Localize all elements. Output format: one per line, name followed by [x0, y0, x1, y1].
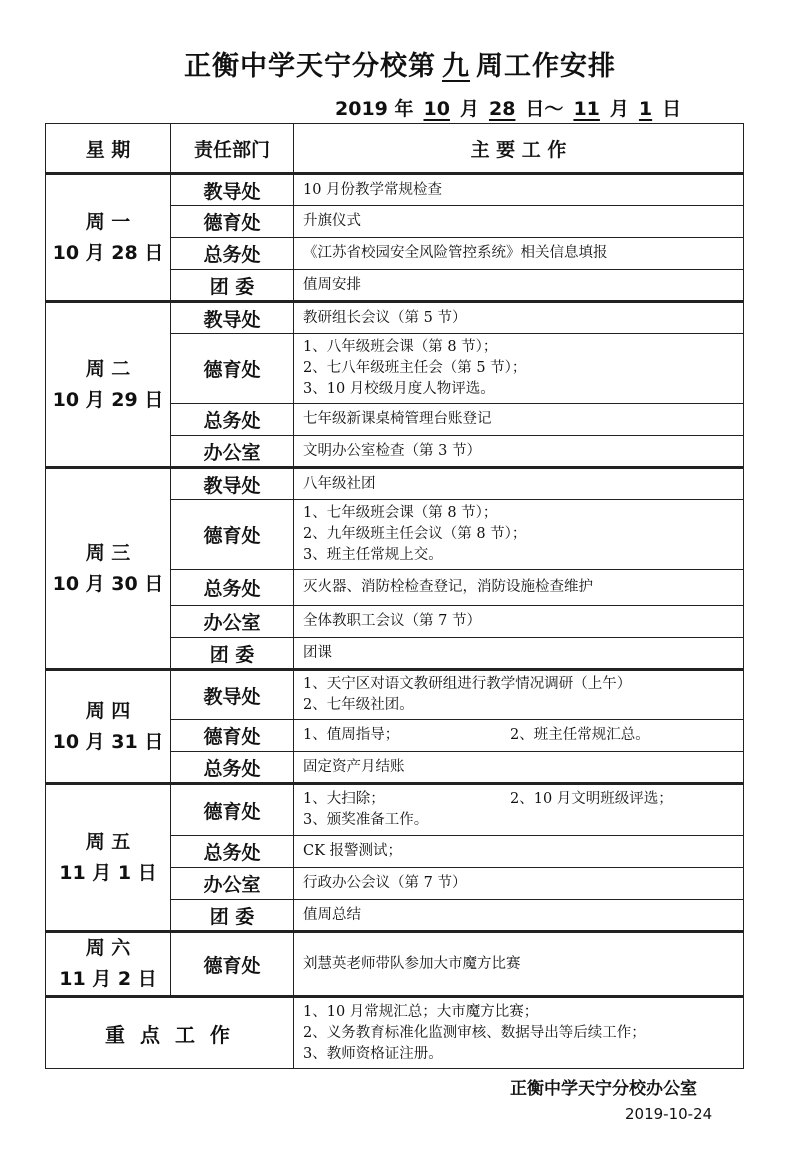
- dept-cell: 办公室: [171, 606, 294, 638]
- work-cell: [294, 500, 744, 570]
- work-line: 3、班主任常规上交。: [303, 547, 443, 563]
- day-cell-wednesday: [46, 468, 171, 670]
- dept-cell: 教导处: [171, 670, 294, 720]
- dept-cell: 总务处: [171, 752, 294, 784]
- title-week-number: 九: [442, 51, 470, 82]
- work-cell: 固定资产月结账: [294, 752, 744, 784]
- work-line: 3、10 月校级月度人物评选。: [303, 381, 495, 397]
- dept-cell: 办公室: [171, 436, 294, 468]
- dept-cell: 总务处: [171, 570, 294, 606]
- work-cell: 八年级社团: [294, 468, 744, 500]
- date-end-month-unit: 月: [609, 98, 629, 120]
- work-cell: [294, 670, 744, 720]
- day-name: 周 一: [85, 210, 131, 233]
- date-end-day: 1: [638, 98, 653, 120]
- date-start-month: 10: [423, 98, 450, 120]
- table-row: [46, 302, 744, 334]
- dept-cell: 德育处: [171, 784, 294, 836]
- date-year: 2019 年: [335, 98, 414, 120]
- header-work: 主 要 工 作: [294, 124, 744, 174]
- work-item: 1、大扫除；: [303, 791, 385, 807]
- page-title: [0, 44, 800, 83]
- schedule-table: [45, 123, 744, 1069]
- date-start-day-unit: 日～: [525, 98, 564, 120]
- work-cell: 10 月份教学常规检查: [294, 174, 744, 206]
- work-cell: [294, 784, 744, 836]
- work-line: 2、七八年级班主任会（第 5 节）；: [303, 360, 527, 376]
- work-cell: [294, 334, 744, 404]
- header-day: 星 期: [46, 124, 171, 174]
- work-cell: 团课: [294, 638, 744, 670]
- table-row: [46, 784, 744, 836]
- work-line: 3、颁奖准备工作。: [303, 812, 429, 828]
- footer-date: 2019-10-24: [625, 1105, 713, 1123]
- work-line: 2、九年级班主任会议（第 8 节）；: [303, 526, 527, 542]
- dept-cell: 团 委: [171, 638, 294, 670]
- date-start-month-unit: 月: [459, 98, 479, 120]
- day-name: 周 二: [85, 357, 131, 380]
- work-cell: 值周安排: [294, 270, 744, 302]
- date-start-day: 28: [488, 98, 516, 120]
- day-date: 10 月 31 日: [52, 730, 164, 753]
- date-end-month: 11: [573, 98, 600, 120]
- header-row: [46, 124, 744, 174]
- day-name: 周 四: [85, 699, 131, 722]
- day-date: 10 月 29 日: [52, 388, 164, 411]
- table-row: [46, 670, 744, 720]
- work-line: 1、八年级班会课（第 8 节）；: [303, 339, 498, 355]
- table-row: [46, 932, 744, 997]
- dept-cell: 德育处: [171, 206, 294, 238]
- title-suffix: 周工作安排: [476, 51, 616, 82]
- key-work-cell: [294, 997, 744, 1069]
- key-work-label: 重 点 工 作: [46, 997, 294, 1069]
- date-range: [335, 94, 681, 121]
- key-work-item: 2、义务教育标准化监测审核、数据导出等后续工作；: [303, 1024, 646, 1041]
- day-name: 周 三: [85, 541, 131, 564]
- dept-cell: 教导处: [171, 302, 294, 334]
- work-cell: 《江苏省校园安全风险管控系统》相关信息填报: [294, 238, 744, 270]
- work-cell: 行政办公会议（第 7 节）: [294, 868, 744, 900]
- day-name: 周 五: [85, 830, 131, 853]
- work-line: 1、七年级班会课（第 8 节）；: [303, 505, 498, 521]
- day-cell-tuesday: [46, 302, 171, 468]
- work-cell: 升旗仪式: [294, 206, 744, 238]
- dept-cell: 办公室: [171, 868, 294, 900]
- dept-cell: 总务处: [171, 404, 294, 436]
- day-date: 11 月 2 日: [59, 968, 157, 990]
- dept-cell: 教导处: [171, 468, 294, 500]
- dept-cell: 总务处: [171, 836, 294, 868]
- day-cell-thursday: [46, 670, 171, 784]
- work-cell: CK 报警测试；: [294, 836, 744, 868]
- header-dept: 责任部门: [171, 124, 294, 174]
- work-cell: 刘慧英老师带队参加大市魔方比赛: [294, 932, 744, 997]
- work-item: 2、班主任常规汇总。: [510, 727, 650, 743]
- work-cell: 文明办公室检查（第 3 节）: [294, 436, 744, 468]
- work-line: 1、天宁区对语文教研组进行教学情况调研（上午）: [303, 676, 632, 692]
- table-row: [46, 468, 744, 500]
- work-cell: 全体教职工会议（第 7 节）: [294, 606, 744, 638]
- day-cell-saturday: [46, 932, 171, 997]
- key-work-item: 1、10 月常规汇总；大市魔方比赛；: [303, 1003, 539, 1020]
- work-cell: 值周总结: [294, 900, 744, 932]
- work-cell: 七年级新课桌椅管理台账登记: [294, 404, 744, 436]
- dept-cell: 德育处: [171, 334, 294, 404]
- key-work-row: [46, 997, 744, 1069]
- day-name: 周 六: [85, 937, 131, 959]
- table-row: [46, 174, 744, 206]
- day-cell-friday: [46, 784, 171, 932]
- dept-cell: 德育处: [171, 720, 294, 752]
- work-cell: [294, 720, 744, 752]
- dept-cell: 团 委: [171, 270, 294, 302]
- day-date: 10 月 30 日: [52, 572, 164, 595]
- date-end-day-unit: 日: [662, 98, 682, 120]
- key-work-item: 3、教师资格证注册。: [303, 1045, 443, 1062]
- day-date: 11 月 1 日: [59, 861, 157, 884]
- day-date: 10 月 28 日: [52, 241, 164, 264]
- footer-organization: 正衡中学天宁分校办公室: [510, 1079, 697, 1099]
- work-cell: 教研组长会议（第 5 节）: [294, 302, 744, 334]
- day-cell-monday: [46, 174, 171, 302]
- work-item: 1、值周指导；: [303, 727, 400, 743]
- dept-cell: 德育处: [171, 500, 294, 570]
- dept-cell: 德育处: [171, 932, 294, 997]
- dept-cell: 团 委: [171, 900, 294, 932]
- work-cell: 灭火器、消防栓检查登记，消防设施检查维护: [294, 570, 744, 606]
- work-line: 2、七年级社团。: [303, 697, 414, 713]
- title-prefix: 正衡中学天宁分校第: [184, 51, 436, 82]
- dept-cell: 总务处: [171, 238, 294, 270]
- work-item: 2、10 月文明班级评选；: [510, 791, 673, 807]
- dept-cell: 教导处: [171, 174, 294, 206]
